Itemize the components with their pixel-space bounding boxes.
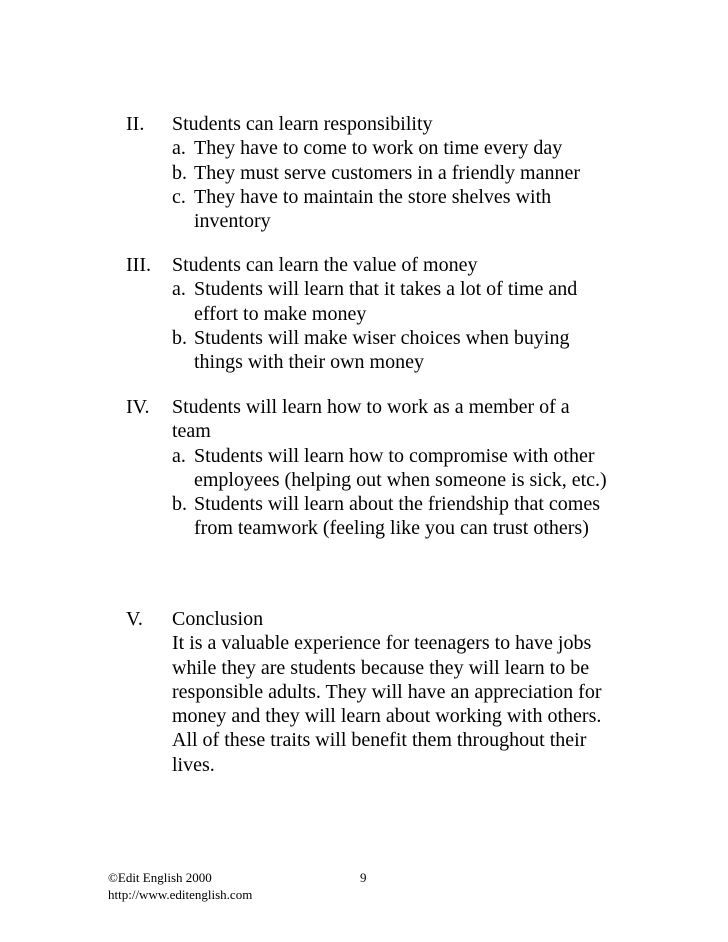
footer-url: http://www.editenglish.com (108, 887, 253, 902)
section-body (172, 395, 624, 541)
list-item (172, 161, 624, 185)
section-heading: Students can learn the value of money (172, 254, 478, 276)
item-label: a. (172, 444, 186, 467)
list-item (172, 444, 614, 493)
section-body (172, 607, 624, 777)
section-body (172, 112, 624, 233)
item-text: Students will learn about the friendship that comes from teamwork (feeling like you can trust others) (194, 493, 601, 540)
list-item (172, 136, 624, 160)
item-label: a. (172, 137, 186, 160)
footer-copyright: ©Edit English 2000 (108, 870, 212, 885)
footer-page-number: 9 (360, 870, 367, 885)
item-text: They must serve customers in a friendly manner (194, 161, 580, 184)
item-label: a. (172, 278, 186, 301)
section-heading: Conclusion (172, 608, 264, 630)
conclusion-paragraph: It is a valuable experience for teenagers to have jobs while they are students because they will learn to be responsible adults. They will have an appreciation for money and they will learn about working with others. All of these traits will benefit them throughout their lives. (172, 632, 602, 776)
item-text: They have to come to work on time every day (194, 137, 563, 160)
item-text: Students will make wiser choices when buying things with their own money (194, 326, 570, 374)
item-label: b. (172, 326, 187, 349)
item-label: c. (172, 185, 186, 208)
list-item (172, 492, 624, 541)
list-item (172, 326, 612, 375)
section-heading: Students will learn how to work as a member of a team (172, 396, 570, 443)
list-item (172, 277, 612, 326)
section-numeral: III. (126, 254, 151, 276)
section-numeral: II. (126, 113, 145, 135)
item-text: Students will learn that it takes a lot of time and effort to make money (194, 278, 578, 325)
list-item (172, 185, 604, 234)
section-body (172, 253, 624, 374)
section-numeral: V. (126, 608, 143, 630)
item-label: b. (172, 493, 187, 516)
item-label: b. (172, 161, 187, 184)
section-numeral: IV. (126, 396, 150, 418)
section-heading: Students can learn responsibility (172, 113, 433, 135)
item-text: Students will learn how to compromise with other employees (helping out when someone is sick, etc.) (194, 444, 607, 491)
item-text: They have to maintain the store shelves with inventory (194, 185, 552, 233)
